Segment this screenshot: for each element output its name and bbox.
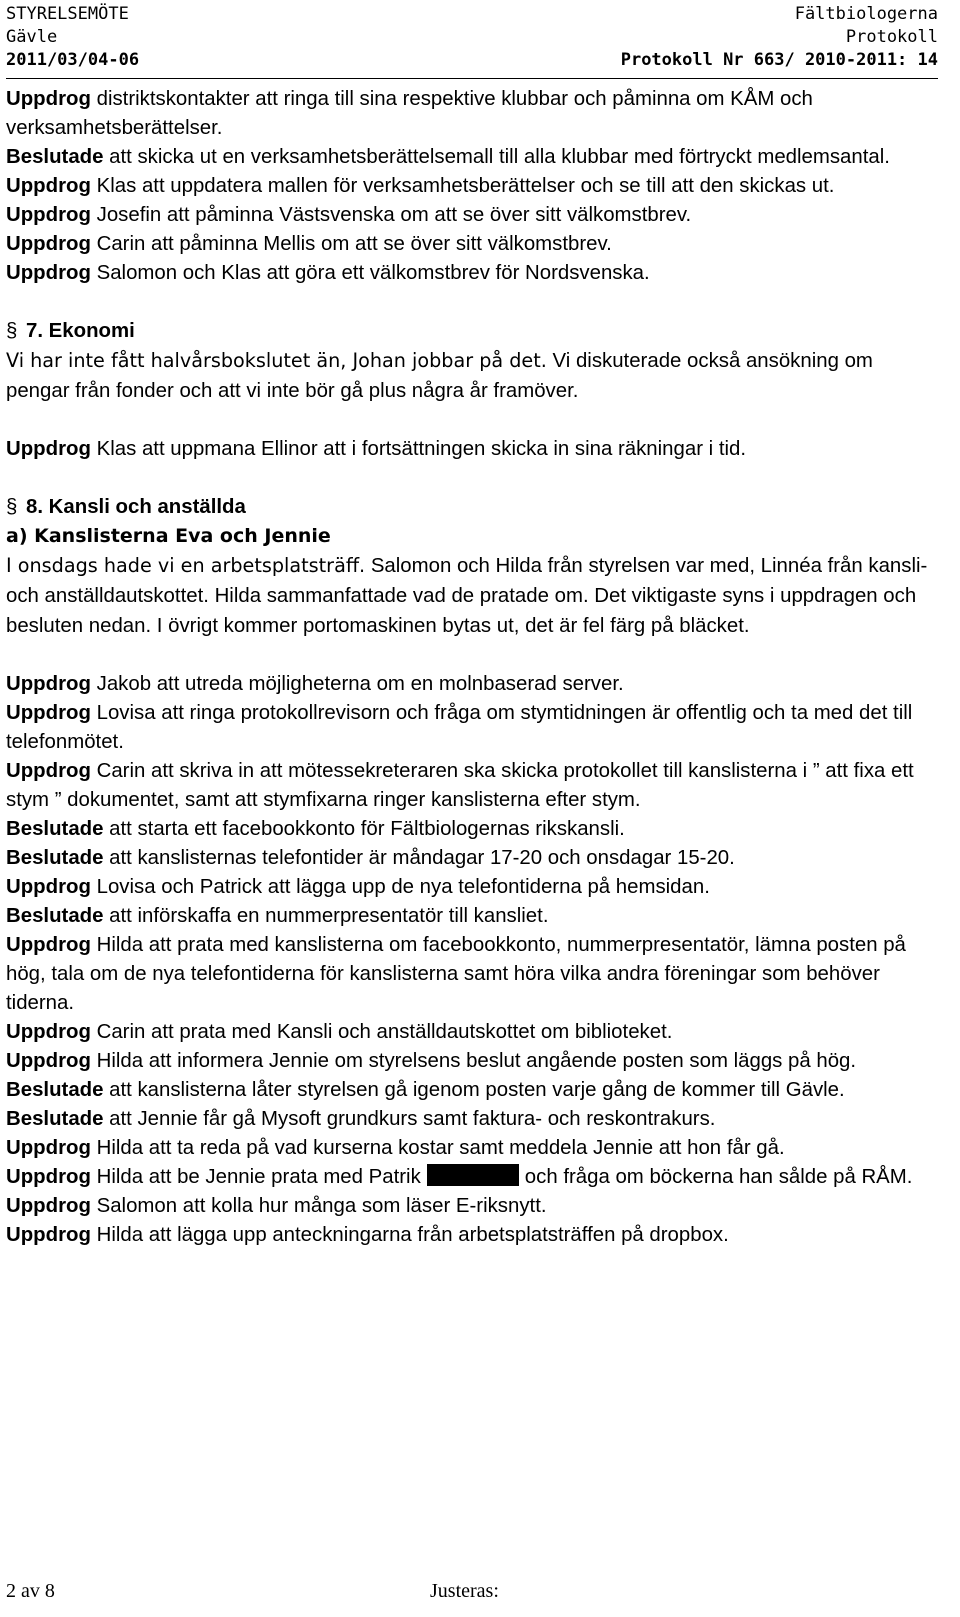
decision-item: [6, 1018, 942, 1047]
assignments-block-3: [6, 1192, 942, 1250]
keyword: Uppdrog: [6, 233, 91, 255]
keyword: Uppdrog: [6, 673, 91, 695]
header-divider: [6, 78, 938, 79]
section-7-assignment: [6, 435, 942, 464]
header-doctype: Protokoll: [845, 27, 938, 47]
keyword: Beslutade: [6, 1108, 104, 1130]
assignments-block-1: [6, 85, 942, 288]
decision-item: [6, 1105, 942, 1134]
spacer: [6, 288, 942, 317]
decision-item: [6, 1047, 942, 1076]
keyword: Uppdrog: [6, 760, 91, 782]
section-7-body-b: Vi diskuterade också ansökning om pengar från fonder och att vi inte bör gå plus några år framöver.: [6, 350, 873, 402]
section-7-heading: [6, 317, 942, 346]
item-text: att Jennie får gå Mysoft grundkurs samt faktura- och reskontrakurs.: [103, 1108, 716, 1130]
decision-item: [6, 1076, 942, 1105]
keyword: Uppdrog: [6, 1166, 91, 1188]
keyword: Uppdrog: [6, 204, 91, 226]
section-8-body: [6, 551, 942, 641]
item-text: att införskaffa en nummerpresentatör till kansliet.: [103, 905, 549, 927]
header-date: 2011/03/04-06: [6, 50, 140, 70]
page-header: [6, 3, 938, 72]
spacer: [6, 406, 942, 435]
decision-item: [6, 172, 942, 201]
header-row-3: [6, 49, 938, 72]
decision-item: [6, 902, 942, 931]
keyword: Uppdrog: [6, 1050, 91, 1072]
section-mark: §: [6, 320, 18, 342]
keyword: Beslutade: [6, 1079, 104, 1101]
item-text: Carin att påminna Mellis om att se över sitt välkomstbrev.: [90, 233, 612, 255]
item-text: Lovisa att ringa protokollrevisorn och fråga om stymtidningen är offentlig och ta med det till telefonmötet.: [6, 702, 913, 753]
item-text: Hilda att prata med kanslisterna om facebookkonto, nummerpresentatör, lämna posten på hög, tala om de nya telefontiderna för kanslisterna samt höra vilka andra föreningar som behöver tiderna.: [6, 934, 906, 1014]
section-8-body-a: I onsdags hade vi en arbetsplatsträff.: [6, 554, 366, 577]
assignment-text: Klas att uppmana Ellinor att i fortsättningen skicka in sina räkningar i tid.: [90, 438, 747, 460]
item-text: Jakob att utreda möjligheterna om en molnbaserad server.: [90, 673, 624, 695]
item-text: att kanslisternas telefontider är måndagar 17-20 och onsdagar 15-20.: [103, 847, 735, 869]
item-text: Klas att uppdatera mallen för verksamhetsberättelser och se till att den skickas ut.: [90, 175, 835, 197]
keyword: Uppdrog: [6, 934, 91, 956]
item-text: att kanslisterna låter styrelsen gå igenom posten varje gång de kommer till Gävle.: [103, 1079, 845, 1101]
decision-item: [6, 699, 942, 757]
item-text: Carin att prata med Kansli och anställdautskottet om biblioteket.: [90, 1021, 673, 1043]
section-8-title: 8. Kansli och anställda: [26, 496, 246, 518]
decision-item: [6, 1221, 942, 1250]
item-text: Lovisa och Patrick att lägga upp de nya telefontiderna på hemsidan.: [90, 876, 710, 898]
header-protocol-number: Protokoll Nr 663/ 2010-2011: 14: [620, 50, 938, 70]
decision-item: [6, 844, 942, 873]
assignments-block-2: [6, 670, 942, 1163]
item-text: Hilda att informera Jennie om styrelsens beslut angående posten som läggs på hög.: [90, 1050, 857, 1072]
keyword: Uppdrog: [6, 702, 91, 724]
item-text: Hilda att ta reda på vad kurserna kostar samt meddela Jennie att hon får gå.: [90, 1137, 785, 1159]
header-organization: Fältbiologerna: [794, 4, 938, 24]
header-location: Gävle: [6, 27, 58, 47]
section-7-title: 7. Ekonomi: [26, 320, 135, 342]
item-text: Josefin att påminna Västsvenska om att se över sitt välkomstbrev.: [90, 204, 692, 226]
header-row-2: [6, 26, 938, 49]
decision-item: [6, 259, 942, 288]
spacer: [6, 464, 942, 493]
keyword: Uppdrog: [6, 1137, 91, 1159]
item-text: distriktskontakter att ringa till sina respektive klubbar och påminna om KÅM och verksamhetsberättelser.: [6, 88, 813, 139]
keyword: Beslutade: [6, 905, 104, 927]
item-text: att skicka ut en verksamhetsberättelsemall till alla klubbar med förtryckt medlemsantal.: [103, 146, 890, 168]
redaction-bar: [427, 1164, 519, 1186]
keyword: Uppdrog: [6, 88, 91, 110]
redacted-assignment: [6, 1163, 942, 1192]
keyword: Beslutade: [6, 847, 104, 869]
keyword: Uppdrog: [6, 1021, 91, 1043]
spacer: [6, 641, 942, 670]
keyword: Uppdrog: [6, 175, 91, 197]
header-row-1: [6, 3, 938, 26]
item-text: att starta ett facebookkonto för Fältbiologernas rikskansli.: [103, 818, 625, 840]
item-text: Salomon och Klas att göra ett välkomstbrev för Nordsvenska.: [90, 262, 650, 284]
decision-item: [6, 815, 942, 844]
justeras-label: Justeras:: [430, 1580, 499, 1602]
keyword: Uppdrog: [6, 876, 91, 898]
decision-item: [6, 670, 942, 699]
decision-item: [6, 873, 942, 902]
decision-item: [6, 1134, 942, 1163]
section-7-body: [6, 346, 942, 406]
decision-item: [6, 1192, 942, 1221]
section-8-subtitle: a) Kanslisterna Eva och Jennie: [6, 525, 331, 547]
item-text: Hilda att lägga upp anteckningarna från arbetsplatsträffen på dropbox.: [90, 1224, 729, 1246]
section-8-body-b: Salomon och Hilda från styrelsen var med, Linnéa från kansli- och anställdautskottet. Hilda sammanfattade vad de pratade om. Det viktigaste syns i uppdragen och besluten nedan. I övrigt kommer portomaskinen bytas ut, det är fel färg på bläcket.: [6, 555, 928, 637]
keyword: Uppdrog: [6, 262, 91, 284]
document-body: [6, 85, 942, 1250]
assignment-text-before: Hilda att be Jennie prata med Patrik: [90, 1166, 421, 1188]
header-meeting: STYRELSEMÖTE: [6, 4, 129, 24]
item-text: Salomon att kolla hur många som läser E-riksnytt.: [90, 1195, 547, 1217]
keyword: Uppdrog: [6, 438, 91, 460]
decision-item: [6, 85, 942, 143]
assignment-text-after: och fråga om böckerna han sålde på RÅM.: [524, 1166, 913, 1188]
decision-item: [6, 201, 942, 230]
page-number: 2 av 8: [6, 1580, 55, 1602]
keyword: Beslutade: [6, 146, 104, 168]
section-7-body-a: Vi har inte fått halvårsbokslutet än, Johan jobbar på det.: [6, 349, 547, 372]
keyword: Uppdrog: [6, 1224, 91, 1246]
item-text: Carin att skriva in att mötessekreteraren ska skicka protokollet till kanslisterna i ” att fixa ett stym ” dokumentet, samt att stymfixarna ringer kanslisterna efter stym.: [6, 760, 914, 811]
decision-item: [6, 230, 942, 259]
decision-item: [6, 143, 942, 172]
section-8-heading: [6, 493, 942, 522]
keyword: Beslutade: [6, 818, 104, 840]
decision-item: [6, 757, 942, 815]
decision-item: [6, 931, 942, 1018]
keyword: Uppdrog: [6, 1195, 91, 1217]
section-mark: §: [6, 496, 18, 518]
